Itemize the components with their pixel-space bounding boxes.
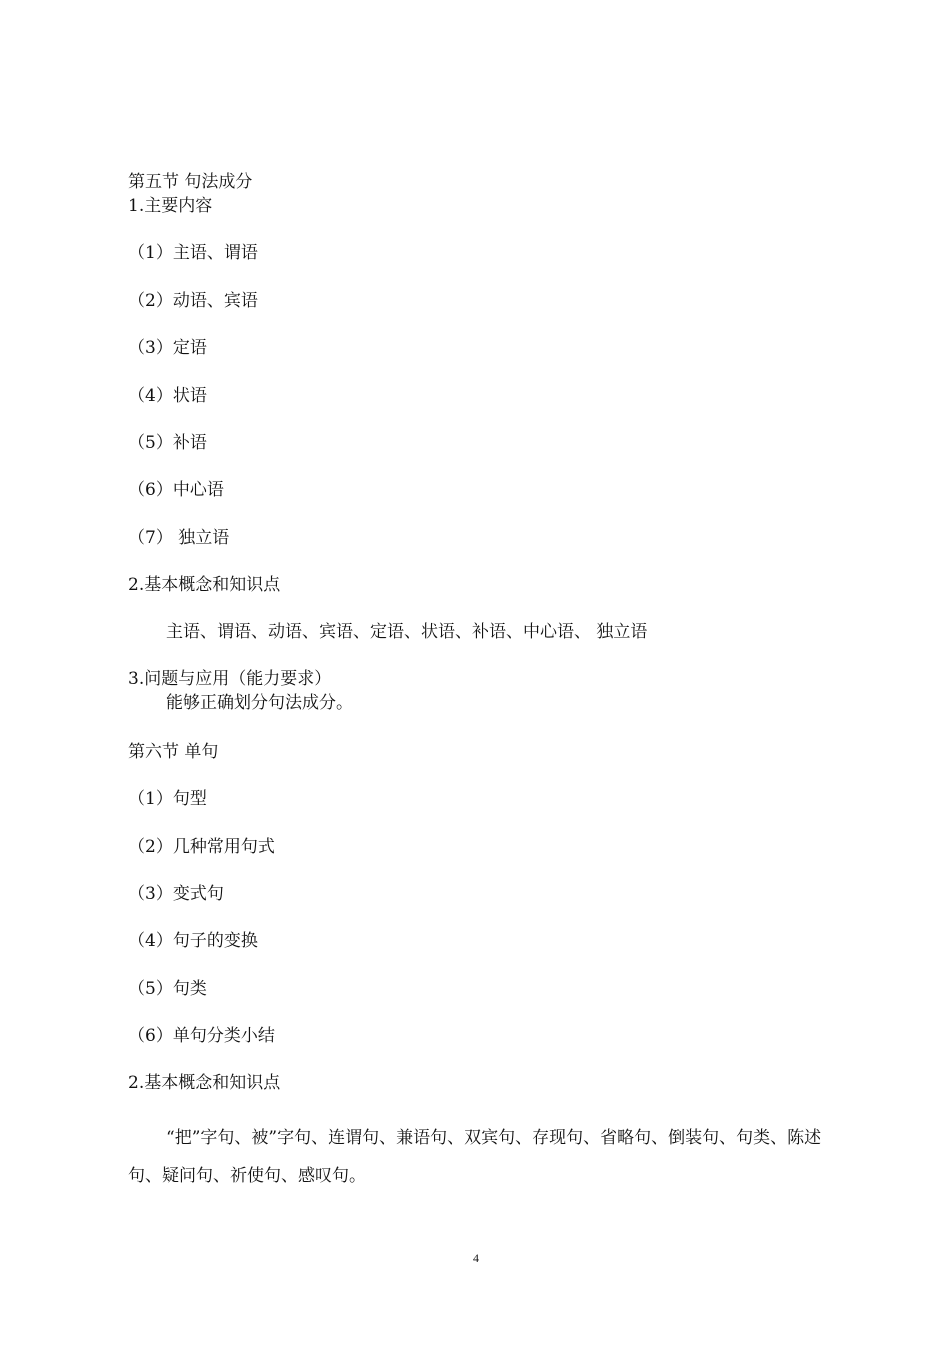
section-6-item: （1）句型 xyxy=(128,789,207,809)
section-6-item: （3）变式句 xyxy=(128,884,224,904)
section-6-item: （6）单句分类小结 xyxy=(128,1026,275,1046)
section-6-item: （5）句类 xyxy=(128,979,207,999)
section-6-item: （2）几种常用句式 xyxy=(128,837,275,857)
section-5-item: （5）补语 xyxy=(128,433,207,453)
section-6-title: 第六节 单句 xyxy=(128,742,219,762)
application-text: 能够正确划分句法成分。 xyxy=(166,693,353,713)
section-5-item: （1）主语、谓语 xyxy=(128,243,258,263)
section-5-title: 第五节 句法成分 xyxy=(128,172,253,192)
section-5-concepts-text: 主语、谓语、动语、宾语、定语、状语、补语、中心语、 独立语 xyxy=(166,622,648,642)
application-heading: 3.问题与应用（能力要求） xyxy=(128,669,332,689)
main-content-heading: 1.主要内容 xyxy=(128,196,213,216)
section-6-concepts-text: “把”字句、被”字句、连谓句、兼语句、双宾句、存现句、省略句、倒装句、句类、陈述句、疑问句、祈使句、感叹句。 xyxy=(128,1128,822,1186)
section-5-item: （2）动语、宾语 xyxy=(128,291,258,311)
page-number: 4 xyxy=(473,1251,479,1265)
section-5-item: （6）中心语 xyxy=(128,480,224,500)
section-5-item: （4）状语 xyxy=(128,386,207,406)
section-6-item: （4）句子的变换 xyxy=(128,931,258,951)
section-5-item: （3）定语 xyxy=(128,338,207,358)
section-5-concepts-heading: 2.基本概念和知识点 xyxy=(128,575,281,595)
section-6-concepts-heading: 2.基本概念和知识点 xyxy=(128,1073,281,1093)
section-5-item: （7） 独立语 xyxy=(128,528,230,548)
